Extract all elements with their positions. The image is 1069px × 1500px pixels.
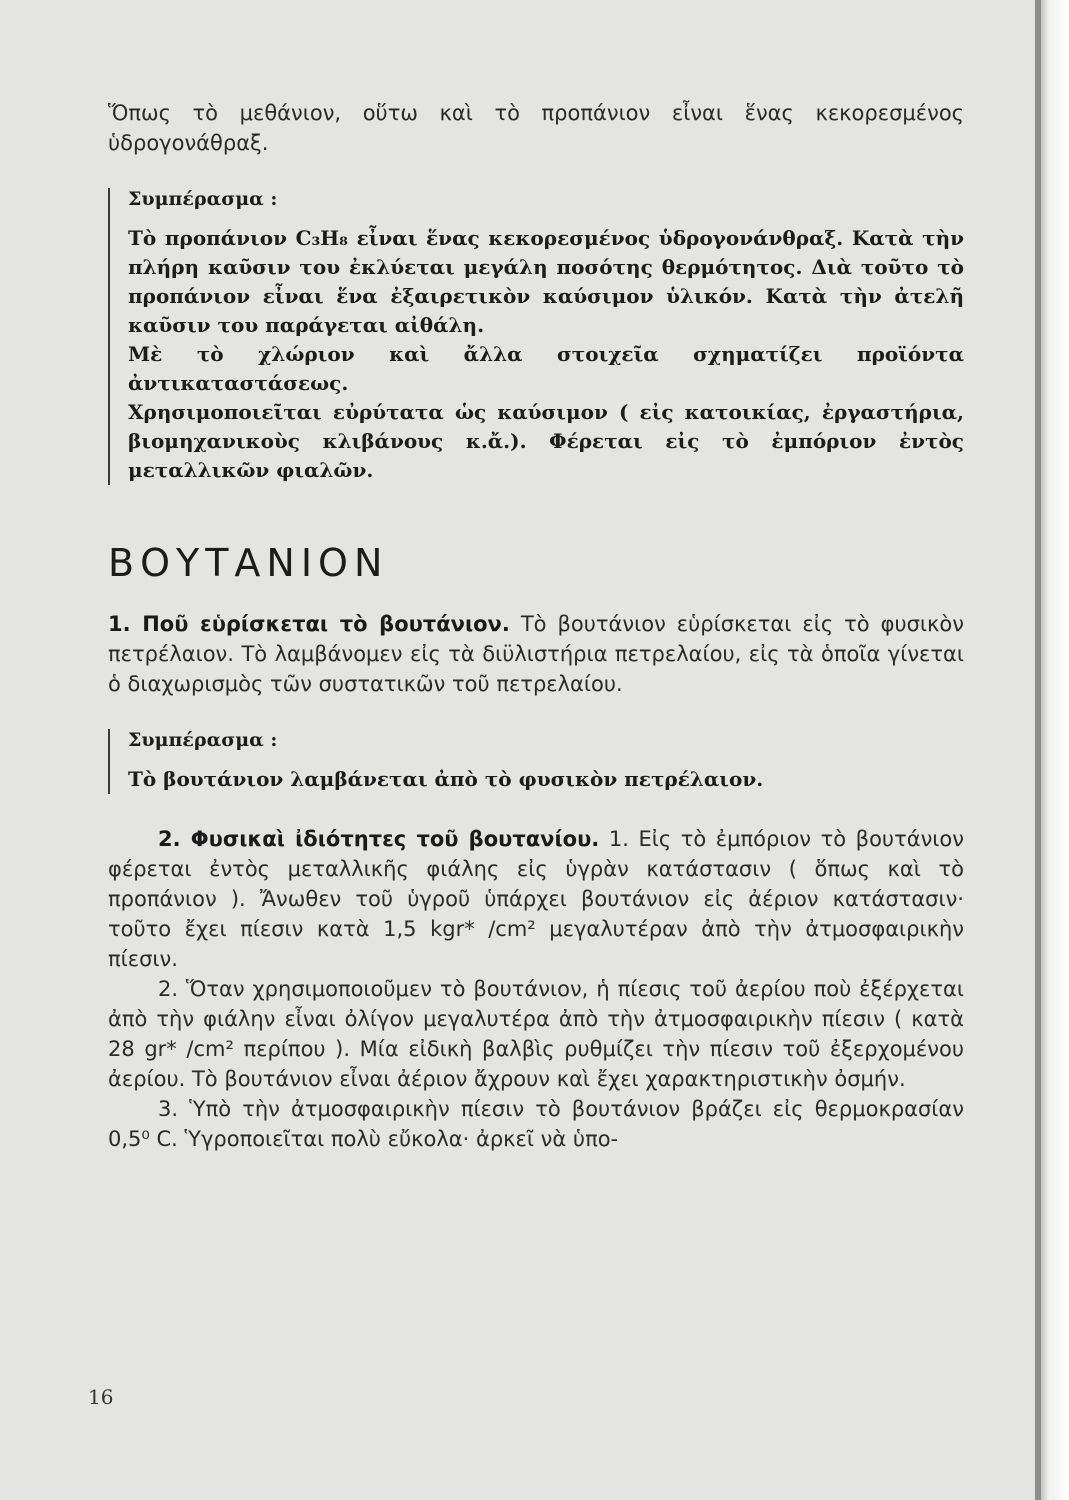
conclusion-paragraph: Τὸ προπάνιον C₃H₈ εἶναι ἕνας κεκορεσμένος ὑδρογονάνθραξ. Κατὰ τὴν πλήρη καῦσιν του ἐκλύεται μεγάλη ποσότης θερμότητος. Διὰ τοῦτο τὸ προπάνιον εἶναι ἕνα ἐξαιρετικὸν καύσιμον ὑλικόν. Κατὰ τὴν ἀτελῆ καῦσιν του παράγεται αἰθάλη. [128,226,964,337]
conclusion-paragraph: Τὸ βουτάνιον λαμβάνεται ἀπὸ τὸ φυσικὸν πετρέλαιον. [128,767,764,791]
binding-shadow [1035,0,1041,1500]
section1-paragraph [108,609,964,699]
conclusion-paragraph: Χρησιμοποιεῖται εὐρύτατα ὡς καύσιμον ( εἰς κατοικίας, ἐργαστήρια, βιομηχανικοὺς κλιβάνους κ.ἄ.). Φέρεται εἰς τὸ ἐμπόριον ἐντὸς μεταλλικῶν φιαλῶν. [128,400,964,482]
section2-paragraph: 3. Ὑπὸ τὴν ἀτμοσφαιρικὴν πίεσιν τὸ βουτάνιον βράζει εἰς θερμοκρασίαν 0,5⁰ C. Ὑγροποιεῖται πολὺ εὔκολα· ἀρκεῖ νὰ ὑπο- [108,1097,964,1151]
section1-title: 1. Ποῦ εὑρίσκεται τὸ βουτάνιον. [108,612,510,636]
page-content [108,98,964,1154]
section1-text: Τὸ βουτάνιον εὑρίσκεται εἰς τὸ φυσικὸν πετρέλαιον. Τὸ λαμβάνομεν εἰς τὰ διϋλιστήρια πετρελαίου, εἰς τὰ ὁποῖα γίνεται ὁ διαχωρισμὸς τῶν συστατικῶν τοῦ πετρελαίου. [108,612,964,696]
section2-paragraph: 2. Ὅταν χρησιμοποιοῦμεν τὸ βουτάνιον, ἡ πίεσις τοῦ ἀερίου ποὺ ἐξέρχεται ἀπὸ τὴν φιάλην εἶναι ὀλίγον μεγαλυτέρα ἀπὸ τὴν ἀτμοσφαιρικὴν πίεσιν ( κατὰ 28 gr* /cm² περίπου ). Μία εἰδικὴ βαλβὶς ρυθμίζει τὴν πίεσιν τοῦ ἐξερχομένου ἀερίου. Τὸ βουτάνιον εἶναι ἀέριον ἄχρουν καὶ ἔχει χαρακτηριστικὴν ὀσμήν. [108,977,964,1091]
section2-title: 2. Φυσικαὶ ἰδιότητες τοῦ βουτανίου. [158,827,600,851]
conclusion-box-propane [108,188,964,485]
conclusion-paragraph: Μὲ τὸ χλώριον καὶ ἄλλα στοιχεῖα σχηματίζει προϊόντα ἀντικαταστάσεως. [128,342,964,395]
section-heading: ΒΟΥΤΑΝΙΟΝ [108,541,389,585]
section2-text: 1. Εἰς τὸ ἐμπόριον τὸ βουτάνιον φέρεται ἐντὸς μεταλλικῆς φιάλης εἰς ὑγρὰν κατάστασιν ( ὅπως καὶ τὸ προπάνιον ). Ἄνωθεν τοῦ ὑγροῦ ὑπάρχει βουτάνιον εἰς ἀέριον κατάστασιν· τοῦτο ἔχει πίεσιν κατὰ 1,5 kgr* /cm² μεγαλυτέραν ἀπὸ τὴν ἀτμοσφαιρικὴν πίεσιν. [108,827,964,971]
section2-paragraph [108,824,964,974]
conclusion-label: Συμπέρασμα : [128,188,278,210]
page-number: 16 [88,1385,114,1409]
conclusion-box-butane [108,729,964,794]
conclusion-label: Συμπέρασμα : [128,729,278,751]
page-edge [1040,0,1069,1500]
intro-paragraph: Ὅπως τὸ μεθάνιον, οὕτω καὶ τὸ προπάνιον εἶναι ἕνας κεκορεσμένος ὑδρογονάθραξ. [108,101,964,155]
